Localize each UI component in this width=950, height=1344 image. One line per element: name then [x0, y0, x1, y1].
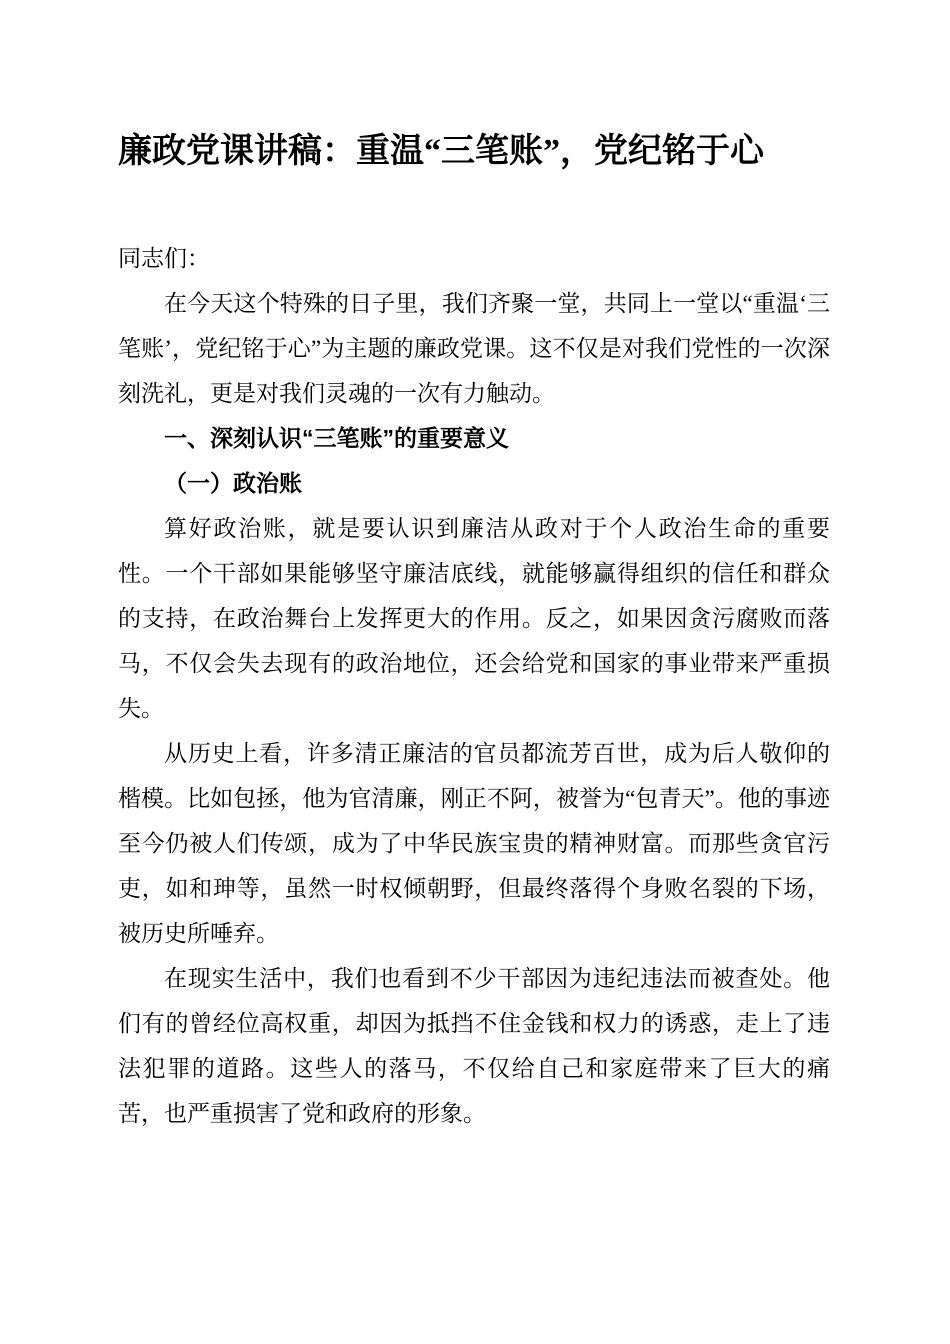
salutation: 同志们：: [118, 246, 210, 272]
section-heading-1: 一、深刻认识“三笔账”的重要意义: [164, 425, 509, 452]
subsection-heading-political-account: （一）政治账: [164, 471, 302, 497]
paragraph-intro: 在今天这个特殊的日子里，我们齐聚一堂，共同上一堂以“重温‘三笔账’，党纪铭于心”为主题的廉政党课。这不仅是对我们党性的一次深刻洗礼，更是对我们灵魂的一次有力触动。: [118, 291, 830, 407]
document-title: 廉政党课讲稿：重温“三笔账”，党纪铭于心: [118, 133, 764, 170]
paragraph-reality-examples: 在现实生活中，我们也看到不少干部因为违纪违法而被查处。他们有的曾经位高权重，却因为抵挡不住金钱和权力的诱惑，走上了违法犯罪的道路。这些人的落马，不仅给自己和家庭带来了巨大的痛苦，也严重损害了党和政府的形象。: [118, 966, 830, 1127]
paragraph-history-examples: 从历史上看，许多清正廉洁的官员都流芳百世，成为后人敬仰的楷模。比如包拯，他为官清廉，刚正不阿，被誉为“包青天”。他的事迹至今仍被人们传颂，成为了中华民族宝贵的精神财富。而那些贪官污吏，如和珅等，虽然一时权倾朝野，但最终落得个身败名裂的下场，被历史所唾弃。: [118, 741, 830, 947]
paragraph-political-account: 算好政治账，就是要认识到廉洁从政对于个人政治生命的重要性。一个干部如果能够坚守廉洁底线，就能够赢得组织的信任和群众的支持，在政治舞台上发挥更大的作用。反之，如果因贪污腐败而落马，不仅会失去现有的政治地位，还会给党和国家的事业带来严重损失。: [118, 516, 830, 722]
